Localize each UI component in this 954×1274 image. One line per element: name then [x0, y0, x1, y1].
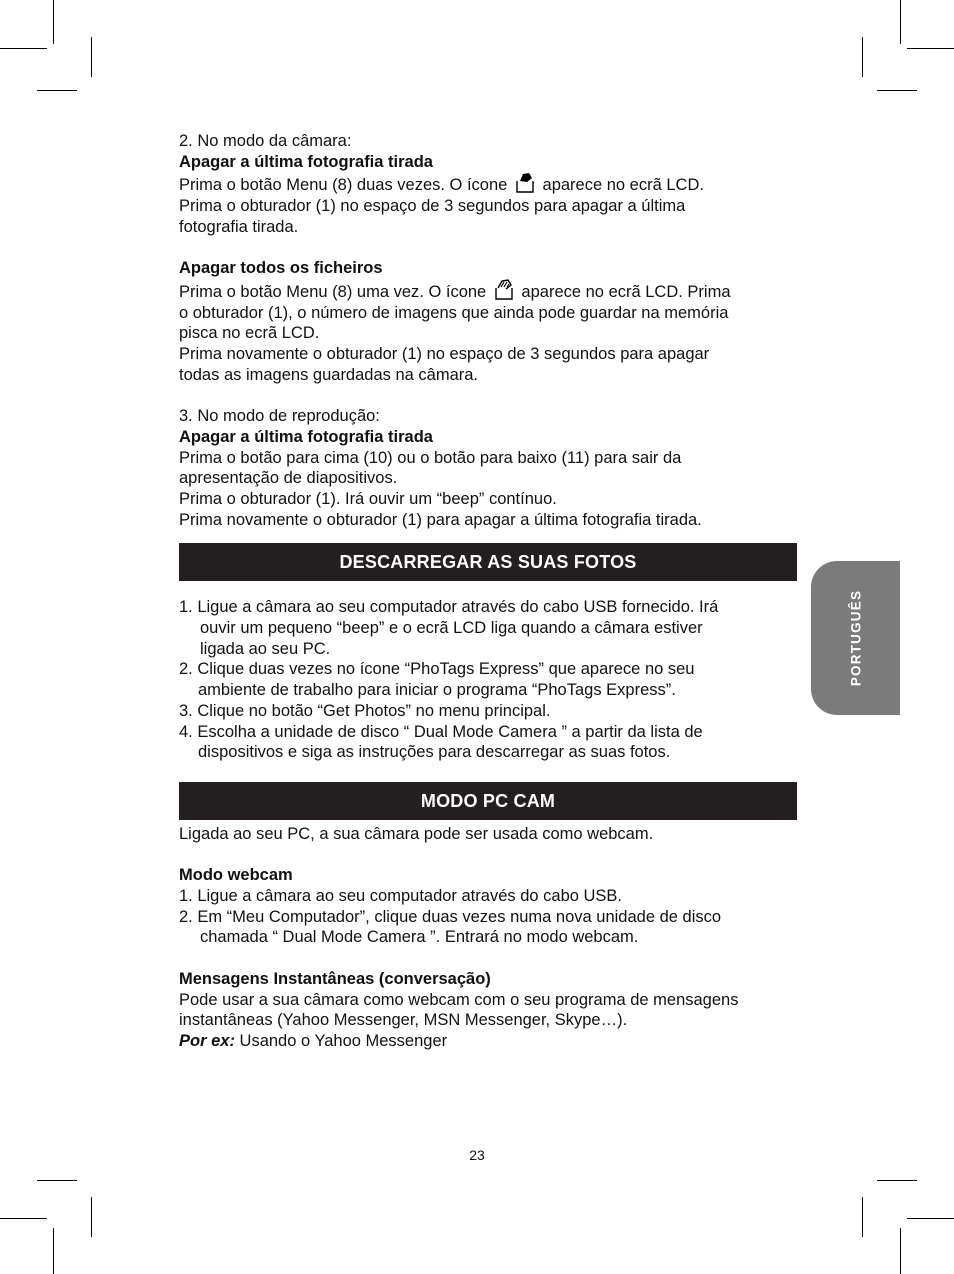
pccam-intro: Ligada ao seu PC, a sua câmara pode ser usada como webcam.	[179, 824, 654, 843]
example-label: Por ex:	[179, 1031, 235, 1050]
delete-one-icon	[514, 172, 536, 194]
example-line	[179, 1031, 797, 1052]
delete-all-title: Apagar todos os ficheiros	[179, 259, 383, 278]
download-step-2a: 2. Clique duas vezes no ícone “PhoTags Express” que aparece no seu	[179, 660, 695, 679]
webcam-step-1: 1. Ligue a câmara ao seu computador através do cabo USB.	[179, 887, 623, 906]
download-step-1c: ligada ao seu PC.	[200, 639, 331, 658]
pccam-section-bar: MODO PC CAM	[179, 782, 797, 820]
delete-all-line-5: todas as imagens guardadas na câmara.	[179, 365, 479, 384]
delete-all-line-1	[179, 279, 797, 303]
camera-mode-heading: 2. No modo da câmara:	[179, 132, 352, 150]
playback-title: Apagar a última fotografia tirada	[179, 427, 433, 446]
download-section-bar: DESCARREGAR AS SUAS FOTOS	[179, 543, 797, 581]
download-step-3: 3. Clique no botão “Get Photos” no menu principal.	[179, 701, 551, 720]
text-fragment: aparece no ecrã LCD. Prima	[521, 282, 731, 301]
im-title: Mensagens Instantâneas (conversação)	[179, 969, 491, 988]
delete-last-title: Apagar a última fotografia tirada	[179, 152, 433, 171]
im-line-1: Pode usar a sua câmara como webcam com o seu programa de mensagens	[179, 990, 739, 1009]
playback-line-3: Prima o obturador (1). Irá ouvir um “beep” contínuo.	[179, 489, 557, 508]
language-tab-label: PORTUGUÊS	[848, 589, 863, 687]
page-content	[179, 131, 797, 1052]
im-line-2: instantâneas (Yahoo Messenger, MSN Messenger, Skype…).	[179, 1011, 628, 1030]
download-step-1a: 1. Ligue a câmara ao seu computador através do cabo USB fornecido. Irá	[179, 598, 719, 617]
download-step-2b: ambiente de trabalho para iniciar o programa “PhoTags Express”.	[198, 681, 676, 700]
text-fragment: Prima o botão Menu (8) duas vezes. O ícone	[179, 176, 508, 195]
delete-all-line-3: pisca no ecrã LCD.	[179, 324, 320, 343]
webcam-step-2b: chamada “ Dual Mode Camera ”. Entrará no modo webcam.	[200, 928, 639, 947]
example-text: Usando o Yahoo Messenger	[234, 1031, 448, 1050]
download-step-1b: ouvir um pequeno “beep” e o ecrã LCD liga quando a câmara estiver	[200, 619, 703, 638]
delete-last-line-2: Prima o obturador (1) no espaço de 3 segundos para apagar a última	[179, 197, 686, 216]
page-number: 23	[469, 1147, 485, 1163]
playback-heading: 3. No modo de reprodução:	[179, 407, 380, 426]
delete-last-line-3: fotografia tirada.	[179, 217, 299, 236]
playback-line-1: Prima o botão para cima (10) ou o botão para baixo (11) para sair da	[179, 448, 682, 467]
text-fragment: aparece no ecrã LCD.	[542, 176, 704, 195]
download-step-4b: dispositivos e siga as instruções para descarregar as suas fotos.	[198, 743, 671, 762]
download-step-4a: 4. Escolha a unidade de disco “ Dual Mode Camera ” a partir da lista de	[179, 722, 703, 741]
delete-all-line-2: o obturador (1), o número de imagens que ainda pode guardar na memória	[179, 303, 729, 322]
playback-line-2: apresentação de diapositivos.	[179, 469, 398, 488]
delete-last-line-1	[179, 172, 797, 196]
language-tab	[811, 561, 900, 715]
text-fragment: Prima o botão Menu (8) uma vez. O ícone	[179, 282, 487, 301]
delete-all-line-4: Prima novamente o obturador (1) no espaço de 3 segundos para apagar	[179, 345, 710, 364]
delete-all-icon	[493, 279, 515, 301]
webcam-title: Modo webcam	[179, 866, 293, 885]
webcam-step-2a: 2. Em “Meu Computador”, clique duas vezes numa nova unidade de disco	[179, 907, 722, 926]
playback-line-4: Prima novamente o obturador (1) para apagar a última fotografia tirada.	[179, 510, 702, 529]
